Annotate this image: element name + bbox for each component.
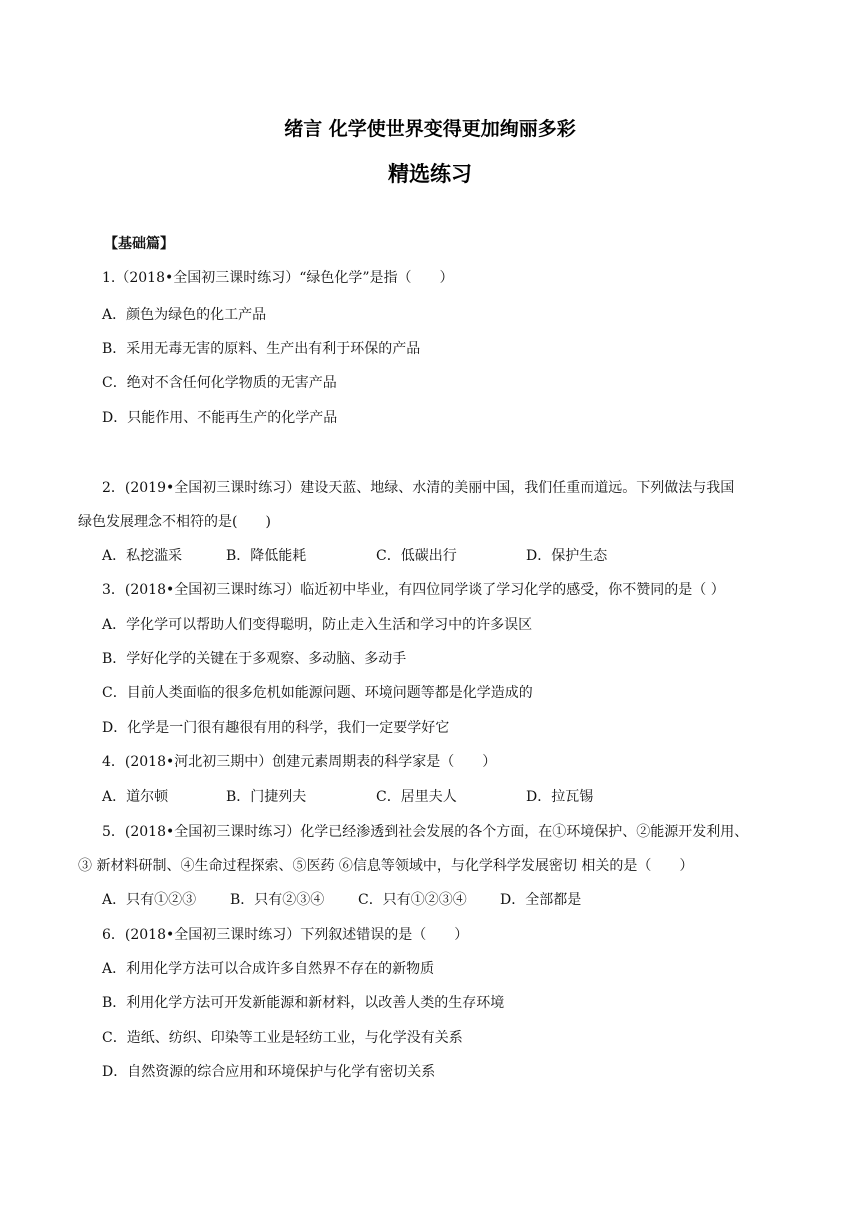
question-5-option-c: C．只有①②③④ [358, 892, 467, 908]
question-1-option-a: A．颜色为绿色的化工产品 [102, 307, 267, 323]
question-2-option-c: C．低碳出行 [376, 548, 457, 564]
question-6-option-b: B．利用化学方法可开发新能源和新材料，以改善人类的生存环境 [102, 995, 505, 1011]
question-5-option-d: D．全部都是 [500, 892, 582, 908]
question-5-option-b: B．只有②③④ [230, 892, 325, 908]
question-6-option-c: C．造纸、纺织、印染等工业是轻纺工业，与化学没有关系 [102, 1030, 463, 1046]
question-2-stem-line1: 2．(2019•全国初三课时练习）建设天蓝、地绿、水清的美丽中国，我们任重而道远。下列做法与我国 [102, 480, 735, 496]
question-3-option-a: A．学化学可以帮助人们变得聪明，防止走入生活和学习中的许多误区 [102, 617, 533, 633]
question-3-option-d: D．化学是一门很有趣很有用的科学，我们一定要学好它 [102, 720, 450, 736]
question-1-stem: 1.（2018•全国初三课时练习）“绿色化学”是指（ ） [102, 270, 454, 286]
question-1-option-b: B．采用无毒无害的原料、生产出有利于环保的产品 [102, 341, 421, 357]
question-4-stem: 4．(2018•河北初三期中）创建元素周期表的科学家是（ ） [102, 754, 497, 770]
question-3-option-c: C．目前人类面临的很多危机如能源问题、环境问题等都是化学造成的 [102, 685, 533, 701]
question-5-stem-line1: 5．(2018•全国初三课时练习）化学已经渗透到社会发展的各个方面，在①环境保护、②能源开发利用、 [102, 824, 749, 840]
question-6-option-a: A．利用化学方法可以合成许多自然界不存在的新物质 [102, 961, 435, 977]
question-4-option-b: B．门捷列夫 [226, 789, 307, 805]
section-heading: 【基础篇】 [104, 236, 174, 252]
question-5-stem-line2: ③ 新材料研制、④生命过程探索、⑤医药 ⑥信息等领域中，与化学科学发展密切 相关的是（ ） [78, 858, 694, 874]
question-1-option-d: D．只能作用、不能再生产的化学产品 [102, 410, 338, 426]
document-subtitle: 精选练习 [388, 162, 472, 186]
question-4-option-c: C．居里夫人 [376, 789, 457, 805]
question-2-option-b: B．降低能耗 [226, 548, 307, 564]
question-3-option-b: B．学好化学的关键在于多观察、多动脑、多动手 [102, 651, 407, 667]
question-6-stem: 6．(2018•全国初三课时练习）下列叙述错误的是（ ） [102, 927, 469, 943]
question-5-option-a: A．只有①②③ [102, 892, 197, 908]
question-4-option-a: A．道尔顿 [102, 789, 169, 805]
question-3-stem: 3．(2018•全国初三课时练习）临近初中毕业，有四位同学谈了学习化学的感受，你不赞同的是（ ） [102, 582, 725, 598]
question-2-option-a: A．私挖滥采 [102, 548, 183, 564]
question-2-option-d: D．保护生态 [526, 548, 608, 564]
question-4-option-d: D．拉瓦锡 [526, 789, 594, 805]
document-title: 绪言 化学使世界变得更加绚丽多彩 [284, 118, 576, 140]
question-6-option-d: D．自然资源的综合应用和环境保护与化学有密切关系 [102, 1064, 436, 1080]
question-1-option-c: C．绝对不含任何化学物质的无害产品 [102, 375, 337, 391]
question-2-stem-line2: 绿色发展理念不相符的是( ) [78, 514, 271, 530]
